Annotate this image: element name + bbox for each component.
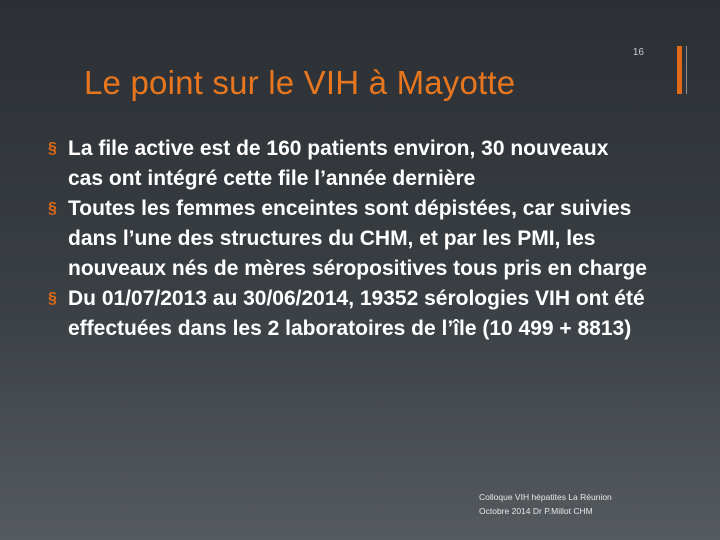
bullet-marker-icon: § — [48, 140, 57, 157]
bullet-text: Du 01/07/2013 au 30/06/2014, 19352 sérologies VIH ont été effectuées dans les 2 laboratoires de l’île (10 499 + 8813) — [68, 287, 645, 340]
slide-number: 16 — [632, 47, 644, 58]
bullet-item — [48, 284, 648, 344]
bullet-text: Toutes les femmes enceintes sont dépistées, car suivies dans l’une des structures du CHM, et par les PMI, les nouveaux nés de mères séropositives tous pris en charge — [68, 197, 647, 280]
bullet-marker-icon: § — [48, 200, 57, 217]
bullet-list — [48, 134, 648, 344]
footer-line-1: Colloque VIH hépatites La Réunion — [479, 492, 612, 502]
bullet-text: La file active est de 160 patients environ, 30 nouveaux cas ont intégré cette file l’année dernière — [68, 137, 609, 190]
bullet-item — [48, 194, 648, 284]
accent-bar — [677, 46, 682, 94]
footer — [479, 490, 612, 518]
footer-line-2: Octobre 2014 Dr P.Millot CHM — [479, 506, 593, 516]
bullet-marker-icon: § — [48, 290, 57, 307]
accent-line — [686, 46, 687, 94]
bullet-item — [48, 134, 648, 194]
slide-title: Le point sur le VIH à Mayotte — [84, 64, 516, 101]
